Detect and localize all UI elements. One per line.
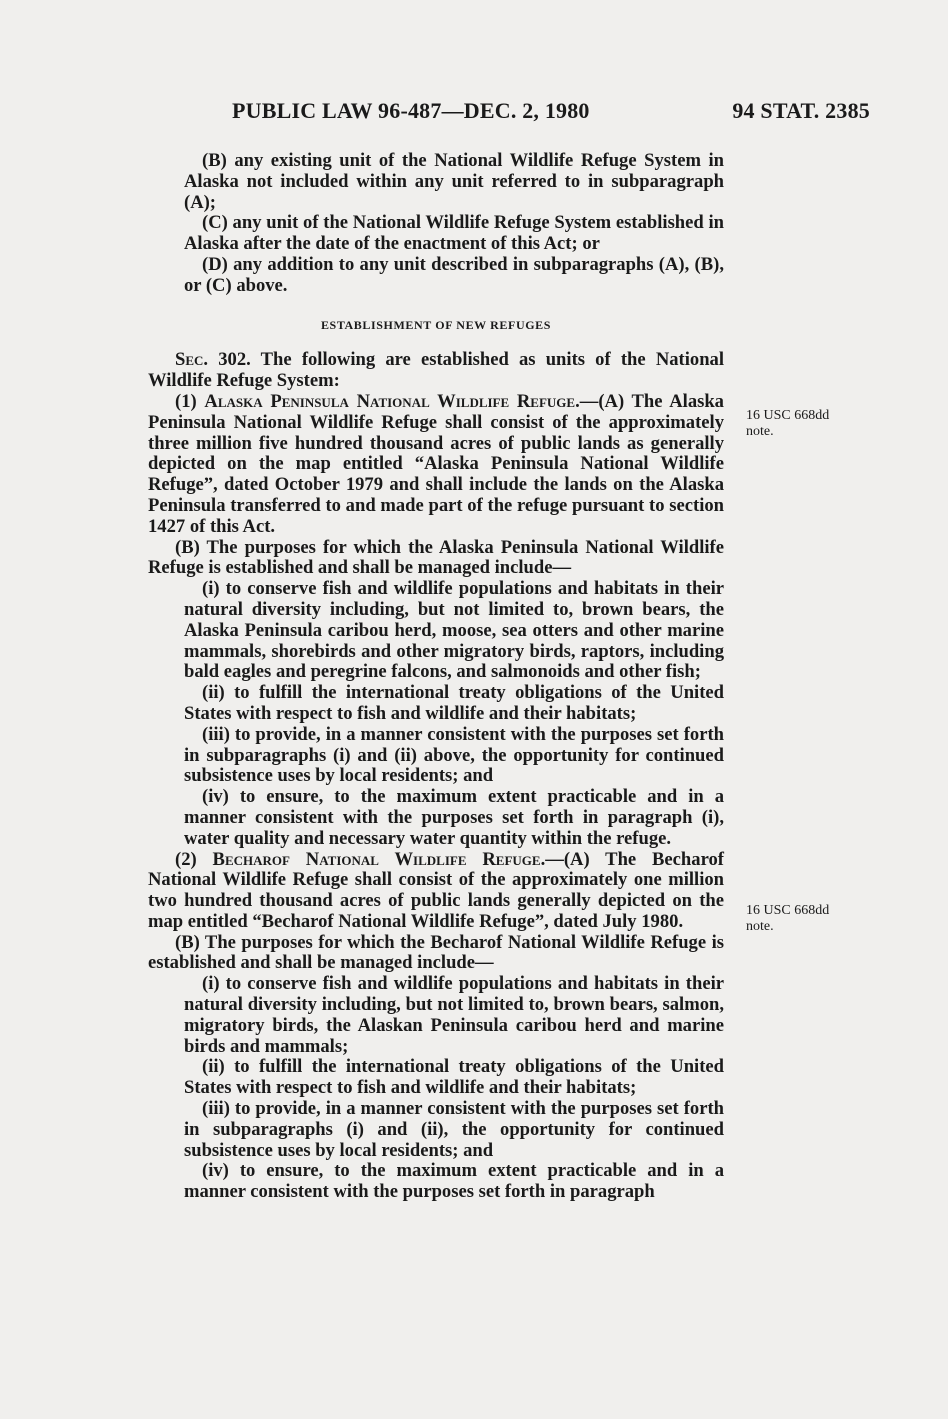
clause-b: (B) any existing unit of the National Wildlife Refuge System in Alaska not included within any unit referred to in subparagraph (A);	[184, 150, 724, 213]
section-label: Sec.	[175, 349, 209, 371]
margin-note-1-label: note.	[746, 424, 774, 439]
becharof-purpose-ii: (ii) to fulfill the international treaty obligations of the United States with respect to fish and wildlife and their habitats;	[184, 1056, 724, 1099]
becharof-refuge-name: Becharof National Wildlife Refuge.	[212, 848, 546, 870]
alaska-peninsula-text: —(A) The Alaska Peninsula National Wildlife Refuge shall consist of the approximately three million five hundred thousand acres of public lands as generally depicted on the map entitled “Alaska Peninsula National Wildlife Refuge”, dated October 1979 and shall include the lands on the Alaska Peninsula transferred to and made part of the refuge pursuant to section 1427 of this Act.	[148, 390, 724, 537]
margin-note-1	[746, 408, 856, 440]
becharof-purpose-i: (i) to conserve fish and wildlife populations and habitats in their natural diversity including, but not limited to, brown bears, salmon, migratory birds, the Alaskan Peninsula caribou herd and marine birds and mammals;	[184, 973, 724, 1057]
statute-reference: 94 STAT. 2385	[732, 98, 870, 123]
item-number-2: (2)	[175, 848, 213, 870]
margin-note-2-citation: 16 USC 668dd	[746, 903, 830, 918]
becharof-purpose-iv: (iv) to ensure, to the maximum extent practicable and in a manner consistent with the purposes set forth in paragraph	[184, 1160, 724, 1203]
margin-note-1-citation: 16 USC 668dd	[746, 408, 830, 423]
becharof-purpose-iii: (iii) to provide, in a manner consistent with the purposes set forth in subparagraphs (i) and (ii), the opportunity for continued subsistence uses by local residents; and	[184, 1098, 724, 1161]
page-header	[232, 98, 870, 124]
alaska-peninsula-refuge-name: Alaska Peninsula National Wildlife Refuge.	[204, 390, 580, 412]
item-number-1: (1)	[175, 390, 205, 412]
clause-d: (D) any addition to any unit described in subparagraphs (A), (B), or (C) above.	[184, 253, 724, 296]
clause-c: (C) any unit of the National Wildlife Refuge System established in Alaska after the date of the enactment of this Act; or	[184, 212, 724, 255]
becharof-paragraph	[148, 850, 724, 933]
section-302	[148, 350, 724, 392]
alaska-peninsula-purpose-ii: (ii) to fulfill the international treaty obligations of the United States with respect to fish and wildlife and their habitats;	[184, 682, 724, 724]
alaska-peninsula-purpose-iv: (iv) to ensure, to the maximum extent practicable and in a manner consistent with the purposes set forth in paragraph (i), water quality and necessary water quantity within the refuge.	[184, 786, 724, 849]
margin-note-2	[746, 903, 856, 935]
law-text	[148, 151, 724, 1203]
alaska-peninsula-purposes: (B) The purposes for which the Alaska Peninsula National Wildlife Refuge is established and shall be managed include—	[148, 536, 724, 579]
alaska-peninsula-purpose-i: (i) to conserve fish and wildlife populations and habitats in their natural diversity including, but not limited to, brown bears, the Alaska Peninsula caribou herd, moose, sea otters and other marine mammals, shorebirds and other migratory birds, raptors, including bald eagles and peregrine falcons, and salmonoids and other fish;	[184, 578, 724, 683]
margin-note-2-label: note.	[746, 919, 774, 934]
section-heading: ESTABLISHMENT OF NEW REFUGES	[320, 317, 552, 332]
becharof-purposes: (B) The purposes for which the Becharof National Wildlife Refuge is established and shall be managed include—	[148, 931, 724, 974]
becharof-text: —(A) The Becharof National Wildlife Refuge shall consist of the approximately one million two hundred thousand acres of public lands generally depicted on the map entitled “Becharof National Wildlife Refuge”, dated July 1980.	[148, 848, 724, 932]
section-302-text: 302. The following are established as units of the National Wildlife Refuge System:	[148, 349, 724, 392]
alaska-peninsula-paragraph	[148, 392, 724, 538]
alaska-peninsula-purpose-iii: (iii) to provide, in a manner consistent with the purposes set forth in subparagraphs (i) and (ii) above, the opportunity for continued subsistence uses by local residents; and	[184, 723, 724, 787]
law-title: PUBLIC LAW 96-487—DEC. 2, 1980	[232, 98, 590, 123]
